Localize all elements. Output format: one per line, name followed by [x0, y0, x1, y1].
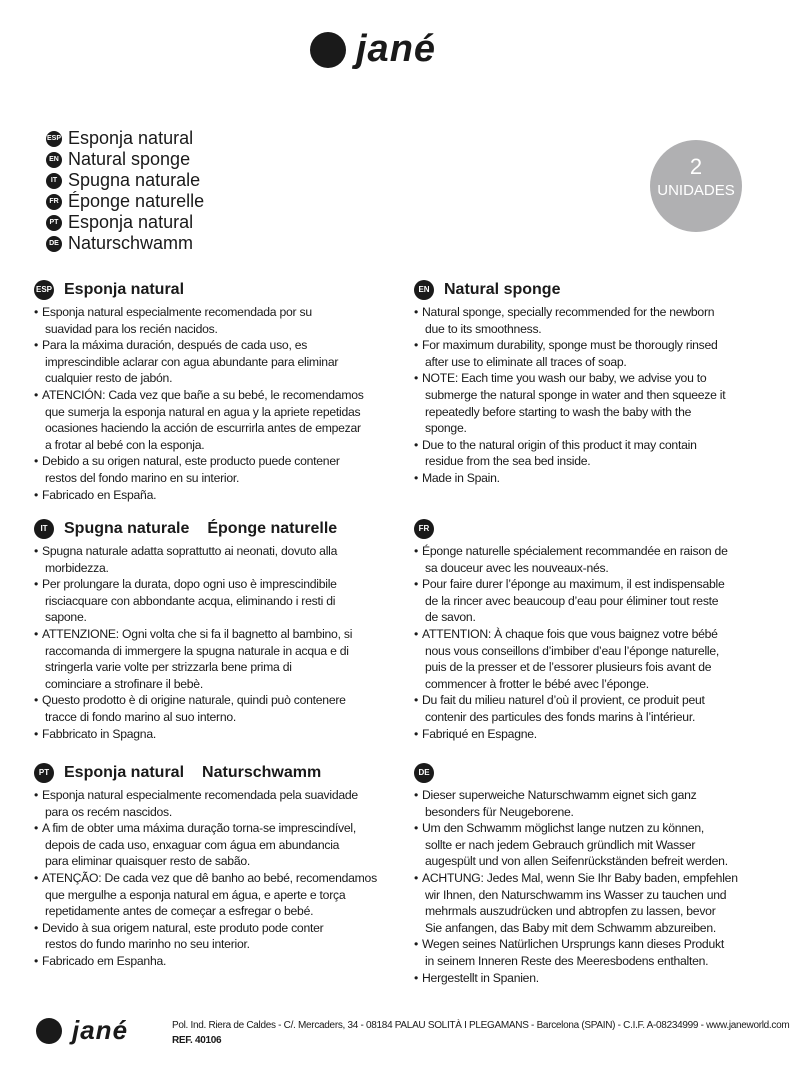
bullet-line: Sie anfangen, das Baby mit dem Schwamm abzureiben. — [425, 920, 716, 935]
en-flag-icon: EN — [46, 152, 62, 168]
bullet-line: • Fabricado em Espanha. — [42, 953, 167, 968]
bullet-line: • Fabriqué en Espagne. — [422, 726, 537, 741]
bullet-item — [414, 936, 774, 969]
it-flag-icon: IT — [46, 173, 62, 189]
bullet-item — [414, 787, 774, 820]
bullet-line: • ATENCIÓN: Cada vez que bañe a su bebé, le recomendamos — [42, 387, 364, 402]
bullet-line: sponge. — [425, 421, 467, 436]
bullet-line: augespült und von allen Seifenrückständen befreit werden. — [425, 854, 728, 869]
bullet-line: risciacquare con abbondante acqua, eliminando i resti di — [45, 593, 336, 608]
bullet-item — [34, 870, 394, 920]
pt-flag-icon: PT — [34, 763, 54, 783]
bullet-line: depois de cada uso, enxaguar com água em abundancia — [45, 837, 340, 852]
bullet-line: • Wegen seines Natürlichen Ursprungs kann dieses Produkt — [422, 937, 724, 952]
bullet-line: • A fim de obter uma máxima duração torna-se imprescindível, — [42, 821, 357, 836]
bullet-line: stringerla varie volte per strizzarla bene prima di — [45, 660, 292, 675]
bullet-line: de la rincer avec beaucoup d’eau pour éliminer tout reste — [425, 593, 719, 608]
bullet-line: • Pour faire durer l’éponge au maximum, il est indispensable — [422, 577, 725, 592]
jane-logo-wordmark: jané — [72, 1015, 129, 1045]
section-it — [34, 519, 394, 742]
section-en — [414, 280, 774, 487]
jane-logo-mark-icon — [36, 1018, 62, 1044]
units-label: UNIDADES — [657, 182, 735, 199]
units-count: 2 — [689, 154, 703, 179]
bullet-item — [34, 543, 394, 576]
bullet-line: • ATENÇÃO: De cada vez que dê banho ao bebé, recomendamos — [42, 870, 377, 885]
bullet-item — [414, 304, 774, 337]
bullet-line: cominciare a strofinare il bebè. — [45, 676, 203, 691]
language-label: Natural sponge — [68, 149, 191, 169]
bullet-line: restos do fundo marinho no seu interior. — [45, 937, 250, 952]
jane-logo-mark-icon — [310, 32, 346, 68]
bullet-list — [34, 787, 394, 970]
bullet-item — [414, 337, 774, 370]
bullet-line: tracce di fondo marino al suo interno. — [45, 709, 237, 724]
bullet-line: after use to eliminate all traces of soap. — [425, 354, 627, 369]
bullet-line: • ACHTUNG: Jedes Mal, wenn Sie Ihr Baby baden, empfehlen — [422, 870, 738, 885]
language-label: Naturschwamm — [68, 233, 194, 253]
bullet-line: que sumerja la esponja natural en agua y la apriete repetidas — [45, 404, 361, 419]
bullet-line: besonders für Neugeborene. — [425, 804, 574, 819]
bullet-item — [34, 337, 394, 387]
section-title — [414, 280, 774, 300]
bullet-line: ocasiones haciendo la acción de escurrirla antes de empezar — [45, 421, 361, 436]
it-flag-icon: IT — [34, 519, 54, 539]
bullet-line: que mergulhe a esponja natural em água, e aperte e torça — [45, 887, 346, 902]
language-item — [46, 149, 204, 170]
bullet-line: • Natural sponge, specially recommended for the newborn — [422, 305, 715, 319]
bullet-item — [34, 487, 394, 504]
bullet-line: • Esponja natural especialmente recomendada por su — [42, 305, 312, 319]
bullet-line: • NOTE: Each time you wash our baby, we advise you to — [422, 371, 707, 386]
bullet-item — [414, 576, 774, 626]
bullet-line: in seinem Inneren Reste des Meeresbodens enthalten. — [425, 953, 709, 968]
bullet-line: • Questo prodotto è di origine naturale, quindi può contenere — [42, 693, 346, 708]
bullet-line: sapone. — [45, 610, 87, 625]
bullet-line: • Devido à sua origem natural, este produto pode conter — [42, 920, 324, 935]
bullet-line: • Fabbricato in Spagna. — [42, 726, 156, 741]
language-item — [46, 233, 204, 254]
bullet-line: contenir des particules des fonds marins à l’intérieur. — [425, 709, 696, 724]
bullet-line: • Éponge naturelle spécialement recommandée en raison de — [422, 544, 728, 558]
section-title-text: Éponge naturelle — [207, 520, 338, 538]
language-item — [46, 212, 204, 233]
language-list — [46, 128, 204, 254]
bullet-item — [414, 692, 774, 725]
bullet-line: cualquier resto de jabón. — [45, 371, 173, 386]
bullet-line: due to its smoothness. — [425, 321, 542, 336]
bullet-line: puis de la presser et de l’essorer plusieurs fois avant de — [425, 660, 712, 675]
bullet-line: de savon. — [425, 610, 476, 625]
bullet-item — [34, 787, 394, 820]
bullet-line: commencer à frotter le bébé avec l’éponge. — [425, 676, 649, 691]
footer-address: Pol. Ind. Riera de Caldes - C/. Mercaders, 34 - 08184 PALAU SOLITÀ I PLEGAMANS - Barcelona (SPAIN) - C.I.F. A-08234999 - www.janeworld.com — [172, 1020, 790, 1031]
footer-logo — [36, 1015, 128, 1046]
bullet-item — [34, 453, 394, 486]
section-title — [414, 519, 774, 539]
fr-flag-icon: FR — [414, 519, 434, 539]
bullet-line: • Due to the natural origin of this product it may contain — [422, 437, 697, 452]
language-item — [46, 128, 204, 149]
esp-flag-icon: ESP — [34, 280, 54, 300]
bullet-line: a frotar al bebé con la esponja. — [45, 437, 205, 452]
bullet-line: nous vous conseillons d’imbiber d’eau l’éponge naturelle, — [425, 643, 720, 658]
bullet-line: • Hergestellt in Spanien. — [422, 970, 539, 985]
esp-flag-icon: ESP — [46, 131, 62, 147]
bullet-line: suavidad para los recién nacidos. — [45, 321, 218, 336]
bullet-item — [414, 820, 774, 870]
bullet-item — [414, 870, 774, 936]
bullet-line: mehrmals auszudrücken und abtropfen zu lassen, bevor — [425, 904, 716, 919]
language-item — [46, 191, 204, 212]
bullet-line: submerge the natural sponge in water and then squeeze it — [425, 387, 726, 402]
bullet-line: • For maximum durability, sponge must be thorougly rinsed — [422, 338, 718, 353]
section-fr — [414, 519, 774, 742]
fr-flag-icon: FR — [46, 194, 62, 210]
bullet-line: sa douceur avec les nouveaux-nés. — [425, 560, 609, 575]
bullet-line: • Fabricado en España. — [42, 487, 157, 502]
pt-flag-icon: PT — [46, 215, 62, 231]
bullet-line: • Du fait du milieu naturel d’où il provient, ce produit peut — [422, 693, 705, 708]
bullet-line: para os recém nascidos. — [45, 804, 173, 819]
bullet-line: • Per prolungare la durata, dopo ogni uso è imprescindibile — [42, 577, 337, 592]
de-flag-icon: DE — [46, 236, 62, 252]
section-title-text: Esponja natural — [64, 764, 185, 782]
section-title — [414, 763, 774, 783]
language-item — [46, 170, 204, 191]
section-de — [414, 763, 774, 986]
section-title-text: Esponja natural — [64, 281, 185, 299]
section-pt — [34, 763, 394, 970]
bullet-item — [414, 626, 774, 692]
bullet-line: • ATTENTION: À chaque fois que vous baignez votre bébé — [422, 626, 718, 641]
bullet-item — [414, 543, 774, 576]
language-label: Spugna naturale — [68, 170, 201, 190]
bullet-line: • ATTENZIONE: Ogni volta che si fa il bagnetto al bambino, si — [42, 626, 353, 641]
bullet-item — [34, 304, 394, 337]
bullet-line: • Um den Schwamm möglichst lange nutzen zu können, — [422, 821, 705, 836]
units-badge — [650, 140, 742, 232]
language-label: Esponja natural — [68, 212, 194, 232]
section-title — [34, 280, 394, 300]
bullet-list — [34, 304, 394, 503]
language-label: Éponge naturelle — [68, 191, 205, 211]
bullet-list — [414, 787, 774, 986]
bullet-line: • Made in Spain. — [422, 470, 500, 485]
bullet-line: • Para la máxima duración, después de cada uso, es — [42, 338, 308, 353]
en-flag-icon: EN — [414, 280, 434, 300]
bullet-list — [414, 304, 774, 487]
bullet-item — [34, 626, 394, 692]
section-title — [34, 519, 394, 539]
bullet-line: • Dieser superweiche Naturschwamm eignet sich ganz — [422, 788, 697, 802]
bullet-line: repetidamente antes de começar a esfregar o bebé. — [45, 904, 314, 919]
bullet-line: imprescindible aclarar con agua abundante para eliminar — [45, 354, 339, 369]
bullet-line: • Spugna naturale adatta soprattutto ai neonati, dovuto alla — [42, 544, 338, 558]
bullet-item — [34, 953, 394, 970]
section-title — [34, 763, 394, 783]
footer-text — [172, 1018, 789, 1048]
bullet-line: • Esponja natural especialmente recomendada pela suavidade — [42, 788, 358, 802]
bullet-item — [34, 920, 394, 953]
bullet-item — [414, 970, 774, 987]
bullet-line: residue from the sea bed inside. — [425, 454, 591, 469]
bullet-list — [34, 543, 394, 742]
language-label: Esponja natural — [68, 128, 194, 148]
jane-logo-wordmark: jané — [356, 28, 437, 70]
bullet-line: restos del fondo marino en su interior. — [45, 470, 240, 485]
bullet-list — [414, 543, 774, 742]
bullet-item — [414, 370, 774, 436]
bullet-line: repeatedly before starting to wash the baby with the — [425, 404, 692, 419]
jane-logo — [310, 28, 436, 71]
bullet-item — [34, 820, 394, 870]
bullet-item — [34, 576, 394, 626]
section-title-text: Spugna naturale — [64, 520, 190, 538]
footer-ref: REF. 40106 — [172, 1035, 222, 1046]
bullet-item — [34, 692, 394, 725]
bullet-item — [414, 437, 774, 470]
de-flag-icon: DE — [414, 763, 434, 783]
bullet-line: sollte er nach jedem Gebrauch gründlich mit Wasser — [425, 837, 696, 852]
bullet-item — [34, 387, 394, 453]
section-title-text: Naturschwamm — [202, 764, 322, 782]
bullet-item — [414, 726, 774, 743]
bullet-line: morbidezza. — [45, 560, 109, 575]
section-title-text: Natural sponge — [444, 281, 561, 299]
bullet-line: raccomanda di immergere la spugna naturale in acqua e di — [45, 643, 349, 658]
bullet-line: para eliminar quaisquer resto de sabão. — [45, 854, 251, 869]
bullet-item — [414, 470, 774, 487]
bullet-item — [34, 726, 394, 743]
section-esp — [34, 280, 394, 503]
bullet-line: • Debido a su origen natural, este producto puede contener — [42, 454, 340, 469]
bullet-line: wir Ihnen, den Naturschwamm ins Wasser zu tauchen und — [425, 887, 727, 902]
